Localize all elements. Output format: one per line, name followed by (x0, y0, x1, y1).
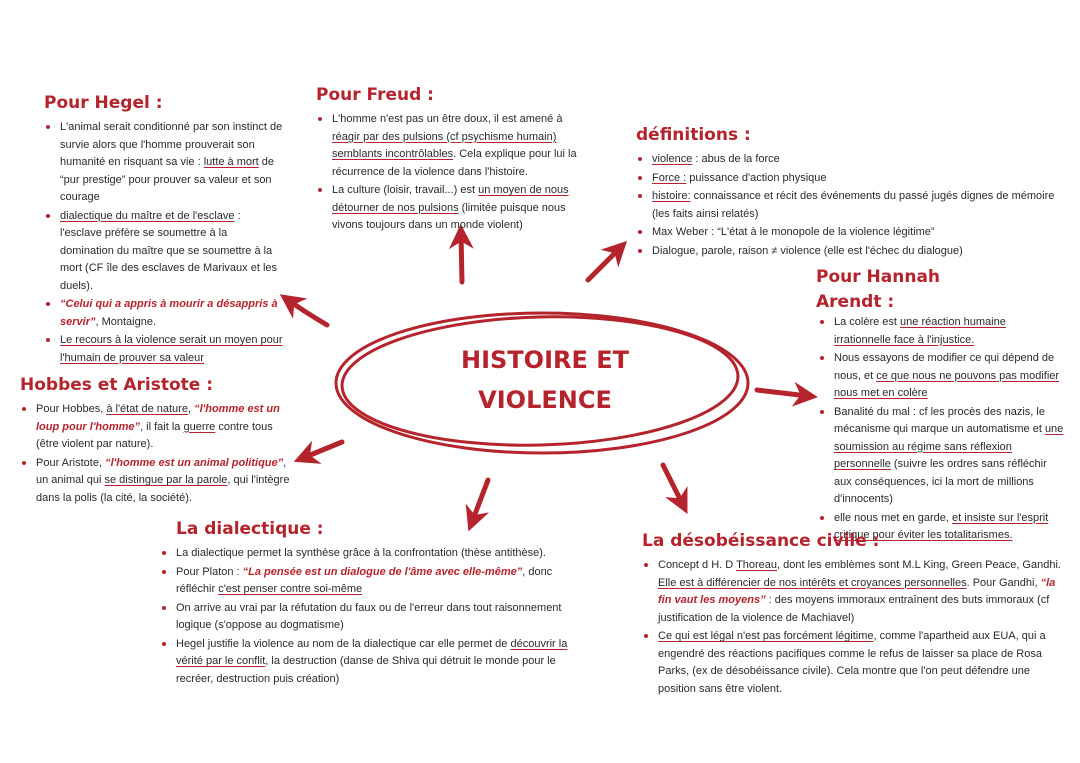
hegel-bullet-1: • L'animal serait conditionné par son instinct de survie alors que l'homme prouverait son humanité en risquant sa vie : lutte à mort de “pur prestige” pour prouver sa valeur et son courage (60, 118, 284, 207)
definition-histoire: • histoire: connaissance et récit des événements du passé jugés dignes de mémoire (les faits ainsi relatés) (652, 187, 1056, 223)
hegel-block (44, 92, 284, 367)
arendt-bullet-2: • Nous essayons de modifier ce qui dépend de nous, et ce que nous ne pouvons pas modifier nous met en colère (834, 349, 1064, 403)
freud-bullet-1: • L'homme n'est pas un être doux, il est amené à réagir par des pulsions (cf psychisme humain) semblants incontrôlables. Cela explique pour lui la récurrence de la violence dans l'histoire. (332, 110, 588, 181)
hobbes-aristote-title: Hobbes et Aristote : (20, 375, 214, 395)
arendt-title-line1: Pour Hannah (816, 267, 941, 287)
arendt-bullet-3: • Banalité du mal : cf les procès des nazis, le mécanisme qui marque un automatisme et une soumission au régime sans réflexion personnelle (suivre les ordres sans réfléchir aux conséquences, ici la mort de millions d'innocents) (834, 403, 1064, 509)
dialectique-bullet-1: • La dialectique permet la synthèse grâce à la confrontation (thèse antithèse). (176, 544, 592, 563)
hegel-bullet-4: • Le recours à la violence serait un moyen pour l'humain de prouver sa valeur (60, 331, 284, 367)
hobbes-bullet: • Pour Hobbes, à l'état de nature, “l'homme est un loup pour l'homme”, il fait la guerre contre tous (être violent par nature). (36, 400, 292, 454)
freud-bullet-2: • La culture (loisir, travail...) est un moyen de nous détourner de nos pulsions (limitée puisque nous vivons toujours dans un monde violent) (332, 181, 588, 235)
dialectique-bullet-3: • On arrive au vrai par la réfutation du faux ou de l'erreur dans tout raisonnement logique (s'oppose au dogmatisme) (176, 599, 592, 635)
arendt-block (816, 266, 1064, 545)
definition-force: • Force : puissance d'action physique (652, 169, 1056, 188)
center-title-line2: VIOLENCE (478, 386, 612, 414)
desobeissance-bullet-1: • Concept d H. D Thoreau, dont les emblèmes sont M.L King, Green Peace, Gandhi. Elle est à différencier de nos intérêts et croyances personnelles. Pour Gandhi, “la fin vaut les moyens” : des moyens immoraux entraînent des buts immoraux (cf justification de la violence de Machiavel) (658, 556, 1066, 627)
arrow-to-arendt (757, 390, 808, 396)
arendt-title-line2: Arendt : (816, 292, 895, 312)
arrow-to-hegel (288, 300, 327, 325)
hegel-bullet-2: • dialectique du maître et de l'esclave : l'esclave préfère se soumettre à la domination du maître que se soumettre à la mort (CF île des esclaves de Marivaux et les duels). (60, 207, 284, 296)
arrow-to-dialectique (472, 480, 488, 522)
definition-violence: • violence : abus de la force (652, 150, 1056, 169)
aristote-bullet: • Pour Aristote, “l'homme est un animal politique”, un animal qui se distingue par la parole, qui l'intègre dans la polis (la cité, la société). (36, 454, 292, 508)
freud-title: Pour Freud : (316, 85, 434, 105)
definition-weber: • Max Weber : “L'état à le monopole de la violence légitime” (652, 223, 1056, 242)
center-title-line1: HISTOIRE ET (461, 346, 629, 374)
desobeissance-bullet-2: • Ce qui est légal n'est pas forcément légitime, comme l'apartheid aux EUA, qui a engendré des réactions pacifiques comme le refus de laisser sa place de Rosa Parks, (ex de désobéissance civile). Cela montre que l'on peut défendre une position sans être violent. (658, 627, 1066, 698)
arrow-to-hobbes (303, 442, 342, 458)
freud-block (316, 84, 588, 235)
center-title (420, 340, 670, 420)
arendt-bullet-4: • elle nous met en garde, et insiste sur l'esprit critique pour éviter les totalitarismes. (834, 509, 1064, 545)
dialectique-bullet-4: • Hegel justifie la violence au nom de la dialectique car elle permet de découvrir la vérité par le conflit, la destruction (danse de Shiva qui détruit le monde pour le recréer, destruction puis création) (176, 635, 592, 689)
desobeissance-block (642, 530, 1066, 698)
hobbes-aristote-block (20, 374, 292, 507)
hegel-title: Pour Hegel : (44, 93, 163, 113)
dialectique-title: La dialectique : (176, 519, 324, 539)
arendt-bullet-1: • La colère est une réaction humaine irrationnelle face à l'injustice. (834, 313, 1064, 349)
arrow-to-desobeissance (663, 465, 683, 505)
arrow-to-definitions (588, 248, 620, 280)
dialectique-bullet-2: • Pour Platon : “La pensée est un dialogue de l'âme avec elle-même”, donc réfléchir c'est penser contre soi-même (176, 563, 592, 599)
definitions-title: définitions : (636, 125, 751, 145)
definition-dialogue: • Dialogue, parole, raison ≠ violence (elle est l'échec du dialogue) (652, 242, 1056, 261)
arrow-to-freud (461, 234, 462, 282)
dialectique-block (160, 518, 592, 688)
desobeissance-title: La désobéissance civile : (642, 531, 880, 551)
hegel-bullet-3: • “Celui qui a appris à mourir a désappris à servir”, Montaigne. (60, 295, 284, 331)
definitions-block (636, 124, 1056, 260)
